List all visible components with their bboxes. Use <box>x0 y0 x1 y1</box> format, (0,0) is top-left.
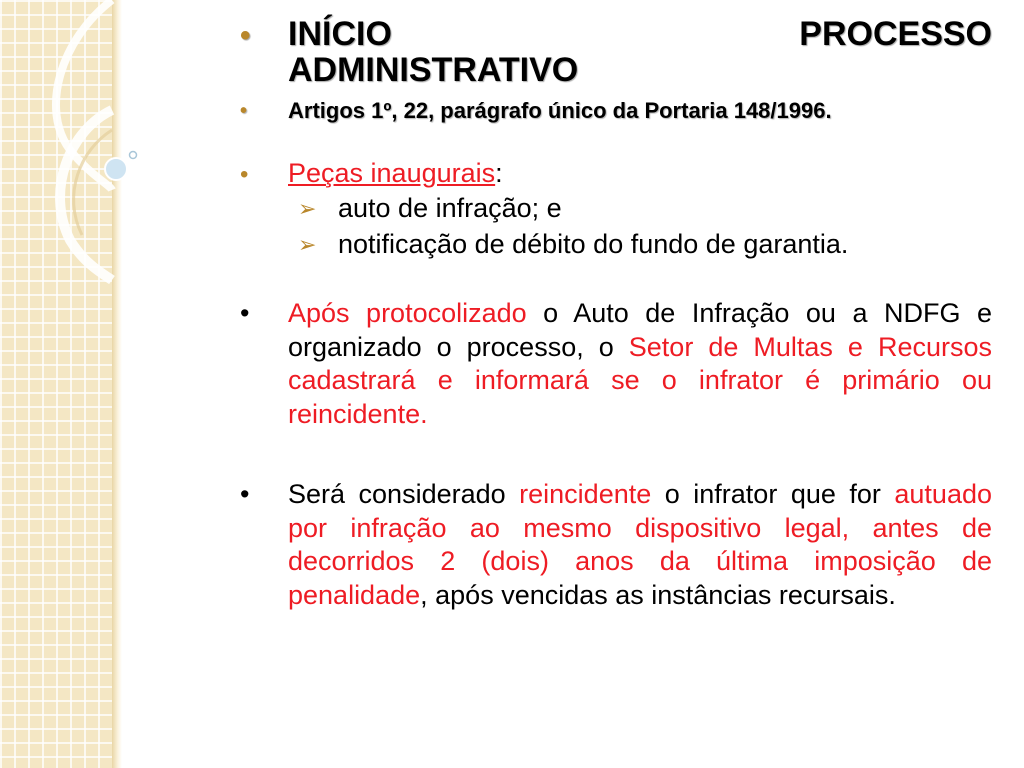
text-infrator-que-for: o infrator que for <box>651 479 895 509</box>
paragraph-after-protocol <box>240 297 992 431</box>
text-sera-considerado: Será considerado <box>288 479 520 509</box>
bullet-icon: • <box>240 19 251 52</box>
bullet-icon: • <box>240 161 249 188</box>
slide-title <box>240 16 992 88</box>
bullet-icon: • <box>240 479 250 509</box>
list-item <box>240 226 992 262</box>
legal-reference <box>240 96 992 126</box>
paragraph-reincidente <box>240 478 992 612</box>
bullet-icon: • <box>240 298 250 328</box>
bullet-icon: • <box>240 100 248 122</box>
decorative-circles <box>0 0 180 768</box>
title-line-administrativo: ADMINISTRATIVO <box>288 51 579 89</box>
arrow-bullet-icon: ➢ <box>298 196 317 221</box>
list-item-text: auto de infração; e <box>338 193 562 223</box>
list-item-text: notificação de débito do fundo de garantia. <box>338 229 849 259</box>
arrow-bullet-icon: ➢ <box>298 232 317 257</box>
blue-bubble-large <box>105 158 127 180</box>
blue-bubble-small <box>130 152 137 159</box>
text-red-reincidente: reincidente <box>519 479 652 509</box>
text-red-autuado: autuado por infração ao mesmo dispositivo legal, antes de decorridos 2 (dois) anos da última imposição de penalidade <box>288 479 992 610</box>
slide-content <box>240 16 992 612</box>
text-red-setor-multas: Setor de Multas e Recursos cadastrará e informará se o infrator é primário ou reincidente. <box>288 331 993 429</box>
text-auto-infracao: o Auto de Infração ou a NDFG e organizado o processo, o <box>288 298 992 362</box>
pecas-inaugurais-heading <box>240 156 992 190</box>
text-apos-vencidas: , após vencidas as instâncias recursais. <box>420 579 896 610</box>
list-item <box>240 190 992 226</box>
pecas-inaugurais-label: Peças inaugurais <box>288 158 496 188</box>
title-word-processo: PROCESSO <box>799 15 992 53</box>
title-word-inicio: INÍCIO <box>288 15 392 53</box>
text-red-apos-protocolizado: Após protocolizado <box>288 298 527 328</box>
pecas-colon: : <box>495 158 503 188</box>
legal-reference-text: Artigos 1º, 22, parágrafo único da Portaria 148/1996. <box>288 98 832 123</box>
